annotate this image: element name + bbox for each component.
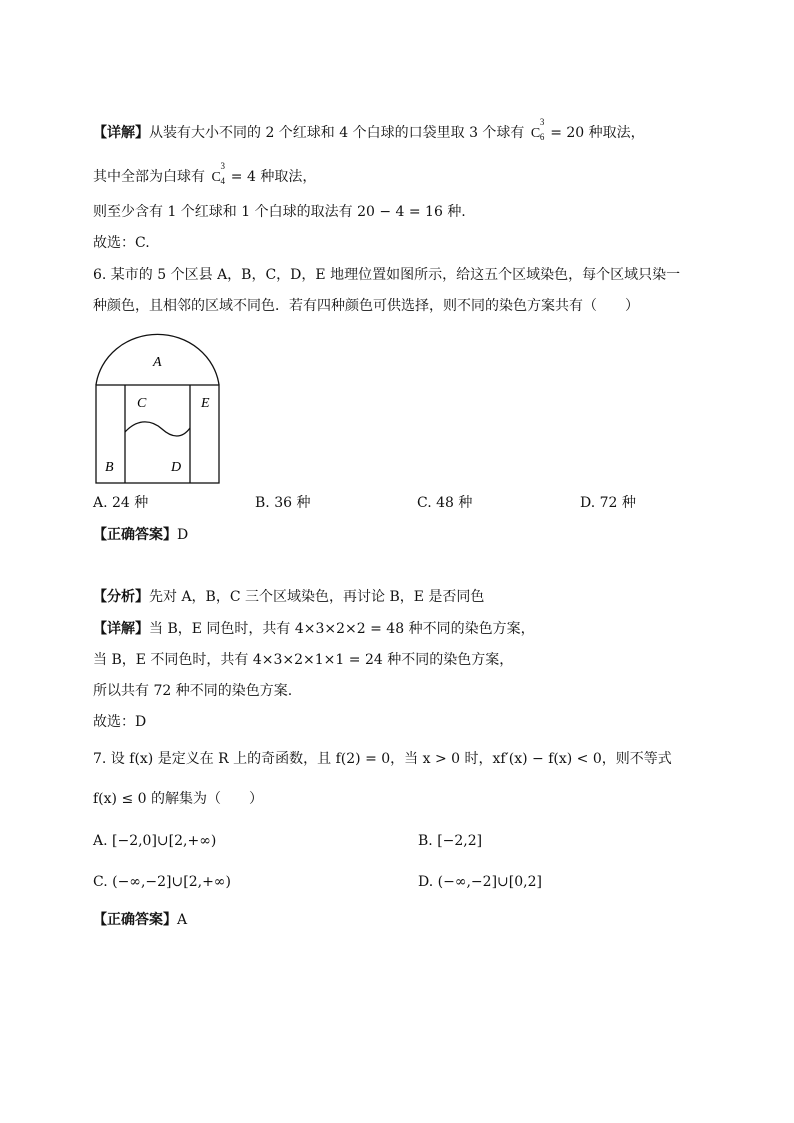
detail-line-3: 则至少含有 1 个红球和 1 个白球的取法有 20 − 4 = 16 种. bbox=[93, 204, 466, 220]
detail-tag: 【详解】 bbox=[93, 125, 149, 141]
region-label-e: E bbox=[201, 396, 210, 411]
detail-q6-text-1: 当 B，E 同色时，共有 4×3×2×2 = 48 种不同的染色方案， bbox=[149, 621, 535, 637]
detail-tail: = 20 种取法， bbox=[550, 125, 645, 141]
region-label-b: B bbox=[105, 460, 114, 475]
q7-correct-answer bbox=[93, 910, 187, 930]
detail-tail-2: = 4 种取法， bbox=[230, 169, 317, 185]
q7-option-d: D. (−∞,−2]∪[0,2] bbox=[418, 874, 542, 890]
q7-option-a: A. [−2,0]∪[2,+∞) bbox=[93, 833, 217, 849]
q6-option-d: D. 72 种 bbox=[580, 495, 636, 511]
answer-choice-prev: 故选：C. bbox=[93, 235, 150, 251]
question-6-line-2: 种颜色，且相邻的区域不同色．若有四种颜色可供选择，则不同的染色方案共有（ ） bbox=[93, 298, 639, 314]
detail-line-1 bbox=[93, 117, 645, 144]
detail-text: 从装有大小不同的 2 个红球和 4 个白球的口袋里取 3 个球有 bbox=[149, 125, 525, 141]
q6-analysis bbox=[93, 587, 484, 607]
region-map-figure bbox=[92, 325, 224, 487]
question-7-line-1: 7. 设 f(x) 是定义在 R 上的奇函数，且 f(2) = 0，当 x > 0 时，xf′(x) − f(x) < 0，则不等式 bbox=[93, 751, 672, 767]
answer-tag: 【正确答案】 bbox=[93, 527, 177, 543]
answer-value-q7: A bbox=[177, 912, 188, 928]
answer-tag-q7: 【正确答案】 bbox=[93, 912, 177, 928]
detail-tag-q6: 【详解】 bbox=[93, 621, 149, 637]
q6-detail-3: 所以共有 72 种不同的染色方案. bbox=[93, 683, 293, 699]
q7-option-c: C. (−∞,−2]∪[2,+∞) bbox=[93, 874, 231, 890]
answer-value: D bbox=[177, 527, 189, 543]
combination-c63: C 3 6 bbox=[530, 117, 545, 142]
q6-option-a: A. 24 种 bbox=[93, 495, 149, 511]
region-label-d: D bbox=[171, 460, 182, 475]
analysis-text: 先对 A，B，C 三个区域染色，再讨论 B，E 是否同色 bbox=[149, 589, 485, 605]
detail-text-2: 其中全部为白球有 bbox=[93, 169, 205, 185]
q6-detail-2: 当 B，E 不同色时，共有 4×3×2×1×1 = 24 种不同的染色方案， bbox=[93, 652, 514, 668]
q6-option-c: C. 48 种 bbox=[417, 495, 473, 511]
question-7-line-2: f(x) ≤ 0 的解集为（ ） bbox=[93, 791, 263, 807]
region-label-c: C bbox=[137, 396, 147, 411]
q6-detail-1 bbox=[93, 619, 535, 639]
detail-line-2 bbox=[93, 161, 317, 188]
q7-option-b: B. [−2,2] bbox=[418, 833, 483, 849]
analysis-tag: 【分析】 bbox=[93, 589, 149, 605]
region-label-a: A bbox=[153, 355, 162, 370]
question-6-line-1: 6. 某市的 5 个区县 A，B，C，D，E 地理位置如图所示，给这五个区域染色，每个区域只染一 bbox=[93, 267, 681, 283]
q6-detail-4: 故选：D bbox=[93, 714, 147, 730]
q6-correct-answer bbox=[93, 525, 188, 545]
combination-c43: C 3 4 bbox=[211, 161, 225, 186]
q6-option-b: B. 36 种 bbox=[255, 495, 311, 511]
